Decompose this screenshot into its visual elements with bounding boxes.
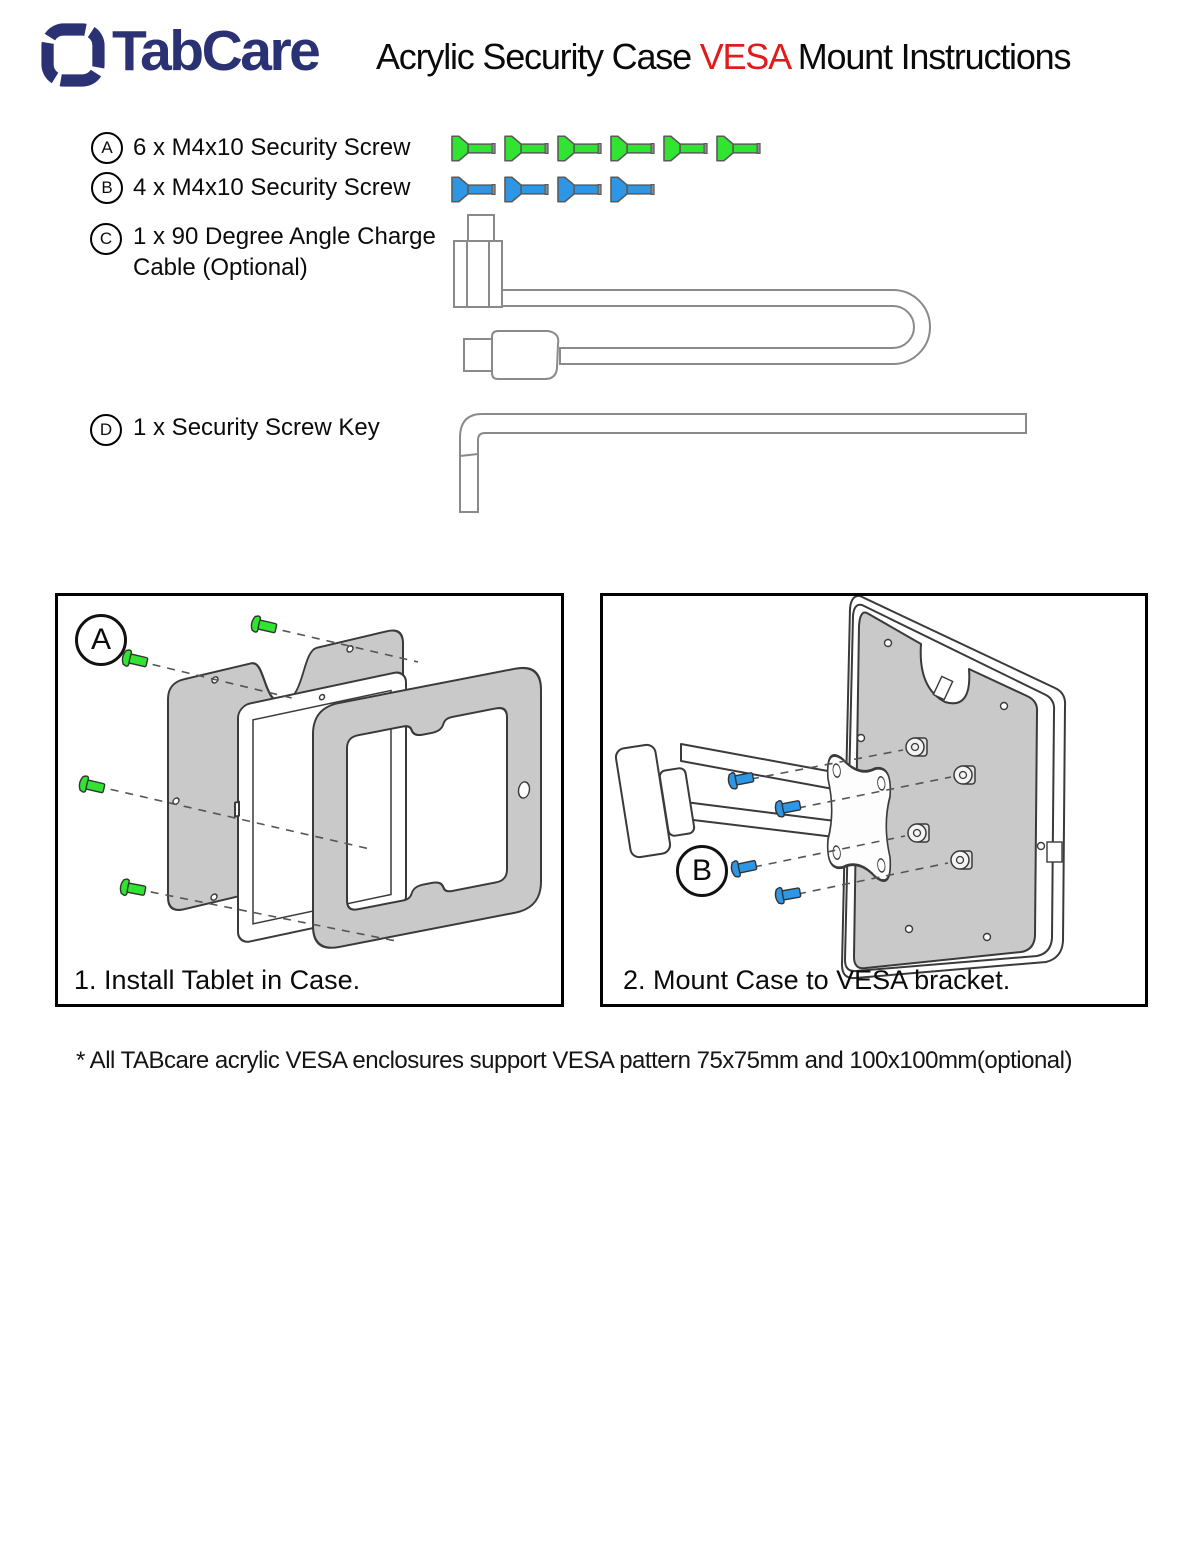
green-screw-icon xyxy=(557,135,603,162)
screw-key-illustration xyxy=(448,406,1044,522)
blue-screw xyxy=(730,857,758,878)
part-label-c-line1: 1 x 90 Degree Angle Charge xyxy=(133,223,436,250)
step2-caption: 2. Mount Case to VESA bracket. xyxy=(623,965,1011,995)
vesa-pattern-footnote: * All TABcare acrylic VESA enclosures support VESA pattern 75x75mm and 100x100mm(optional) xyxy=(76,1047,1072,1074)
part-label-b: 4 x M4x10 Security Screw xyxy=(133,174,411,201)
step1-caption: 1. Install Tablet in Case. xyxy=(74,965,361,995)
part-label-a: 6 x M4x10 Security Screw xyxy=(133,134,411,161)
part-badge-a: A xyxy=(91,132,123,164)
part-label-d: 1 x Security Screw Key xyxy=(133,414,380,441)
part-label-c xyxy=(133,221,436,283)
blue-screw xyxy=(774,884,801,904)
standoff xyxy=(951,851,972,869)
title-highlight-vesa: VESA xyxy=(699,36,789,77)
green-screw xyxy=(250,615,278,637)
step2-panel xyxy=(600,593,1148,1007)
vesa-plate xyxy=(828,753,891,883)
blue-screw-icon xyxy=(451,176,497,203)
case-front-frame xyxy=(313,664,541,952)
green-screw-icon xyxy=(716,135,762,162)
green-screw-icon xyxy=(504,135,550,162)
standoff xyxy=(954,766,975,784)
green-screw-icon xyxy=(663,135,709,162)
green-screw-icon xyxy=(451,135,497,162)
title-prefix: Acrylic Security Case xyxy=(376,36,700,77)
step2-badge: B xyxy=(676,845,728,897)
green-screws-row xyxy=(451,135,762,162)
green-screw xyxy=(121,649,149,671)
part-badge-d: D xyxy=(90,414,122,446)
vesa-mount-diagram xyxy=(603,596,1145,1004)
page-title xyxy=(376,36,1070,78)
blue-screw-icon xyxy=(610,176,656,203)
step1-panel xyxy=(55,593,564,1007)
brand-name: TabCare xyxy=(112,19,319,83)
part-badge-b: B xyxy=(91,172,123,204)
title-suffix: Mount Instructions xyxy=(788,36,1071,77)
green-screw xyxy=(78,775,106,797)
blue-screw-icon xyxy=(504,176,550,203)
blue-screws-row xyxy=(451,176,656,203)
tablet-case-exploded-diagram xyxy=(58,596,561,1004)
tabcare-logo-icon xyxy=(40,22,106,88)
part-badge-c: C xyxy=(90,223,122,255)
standoff xyxy=(906,738,927,756)
standoff xyxy=(908,824,929,842)
green-screw-icon xyxy=(610,135,656,162)
part-label-c-line2: Cable (Optional) xyxy=(133,254,308,281)
green-screw xyxy=(119,878,146,899)
charge-cable-illustration xyxy=(444,212,960,390)
blue-screw-icon xyxy=(557,176,603,203)
step1-badge: A xyxy=(75,614,127,666)
